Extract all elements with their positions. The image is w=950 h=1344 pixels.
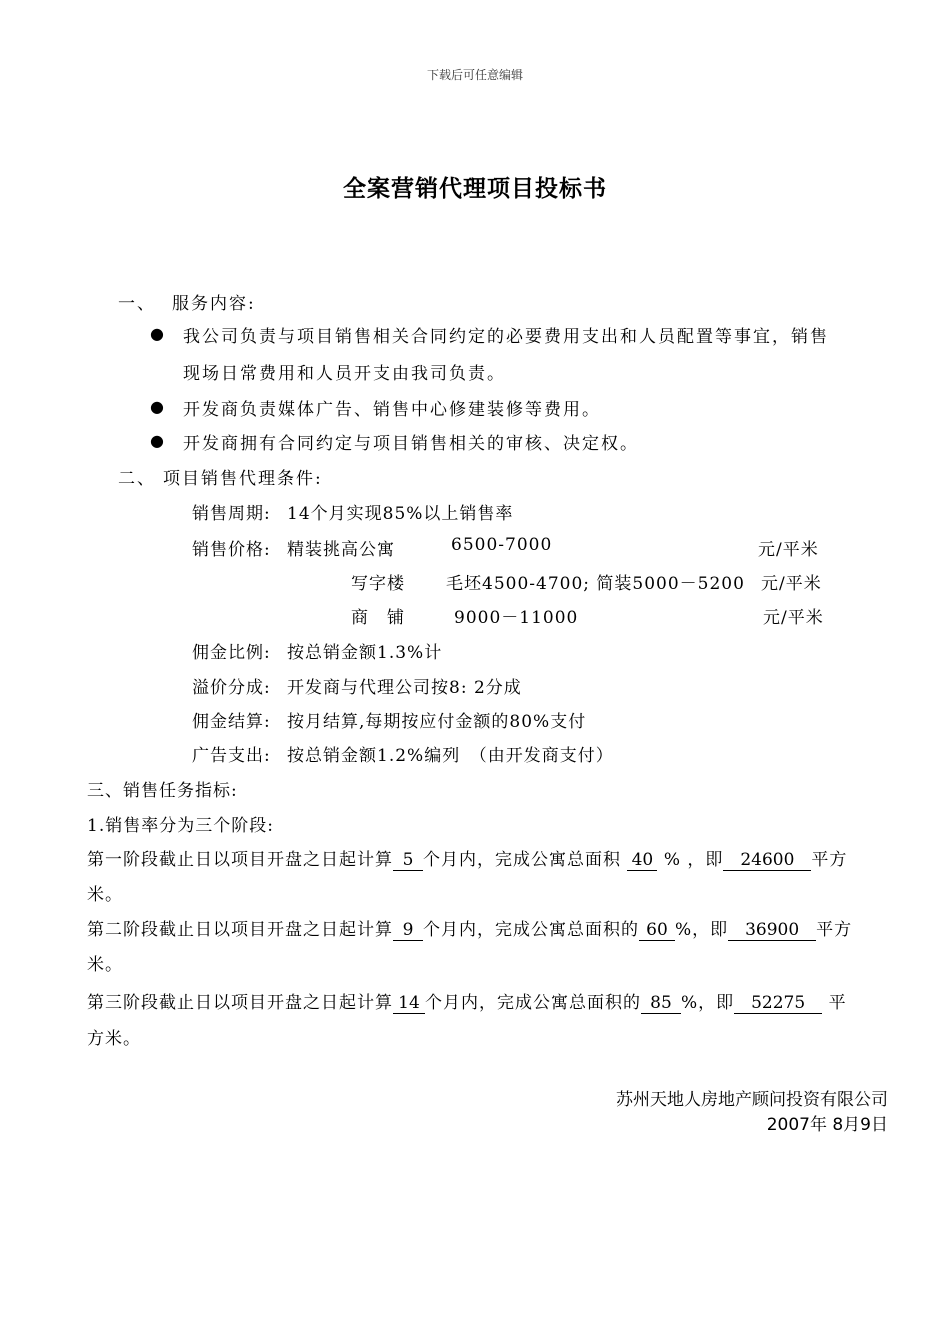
section2-number: 二、 bbox=[118, 469, 156, 489]
section3-heading: 三、销售任务指标: bbox=[87, 781, 238, 801]
bullet-icon: ● bbox=[150, 431, 164, 450]
stage2-line bbox=[87, 915, 852, 941]
price-type-apartment: 精装挑高公寓 bbox=[287, 540, 395, 560]
premium-label: 溢价分成: bbox=[192, 678, 271, 698]
stage-pct-suffix: %，即 bbox=[675, 920, 729, 940]
price-unit-office: 元/平米 bbox=[761, 574, 822, 594]
document-title: 全案营销代理项目投标书 bbox=[343, 176, 607, 202]
stage-prefix: 第三阶段截止日以项目开盘之日起计算 bbox=[87, 993, 393, 1013]
section1-number: 一、 bbox=[118, 294, 156, 314]
stage3-line bbox=[87, 988, 847, 1014]
section1-bullet3: 开发商拥有合同约定与项目销售相关的审核、决定权。 bbox=[183, 434, 639, 454]
stage-months: 9 bbox=[393, 921, 423, 941]
settlement-label: 佣金结算: bbox=[192, 712, 271, 732]
bullet-icon: ● bbox=[150, 397, 164, 416]
ad-label: 广告支出: bbox=[192, 746, 271, 766]
stage-prefix: 第一阶段截止日以项目开盘之日起计算 bbox=[87, 850, 393, 870]
period-value: 14个月实现85%以上销售率 bbox=[287, 504, 514, 524]
stage-pct-suffix: % ，即 bbox=[663, 850, 724, 870]
stage-area: 36900 bbox=[728, 921, 816, 941]
section1-heading: 服务内容: bbox=[172, 294, 256, 314]
stage-prefix: 第二阶段截止日以项目开盘之日起计算 bbox=[87, 920, 393, 940]
stage-tail: 平方 bbox=[816, 920, 853, 940]
stage3-line2: 方米。 bbox=[87, 1029, 141, 1049]
stage-mid: 个月内，完成公寓总面积的 bbox=[425, 993, 641, 1013]
stage-pct: 60 bbox=[639, 921, 675, 941]
price-unit-shop: 元/平米 bbox=[763, 608, 824, 628]
settlement-value: 按月结算,每期按应付金额的80%支付 bbox=[287, 712, 587, 732]
price-unit-apartment: 元/平米 bbox=[758, 540, 819, 560]
price-range-office: 毛坯4500-4700; 简装5000－5200 bbox=[446, 574, 745, 594]
commission-label: 佣金比例: bbox=[192, 643, 271, 663]
header-note: 下载后可任意编辑 bbox=[426, 68, 523, 82]
signature-date: 2007年 8月9日 bbox=[766, 1115, 888, 1135]
stage-area: 24600 bbox=[723, 851, 811, 871]
stage-mid: 个月内，完成公寓总面积 bbox=[423, 850, 621, 870]
price-label: 销售价格: bbox=[192, 540, 271, 560]
stage1-line2: 米。 bbox=[87, 885, 123, 905]
signature-company: 苏州天地人房地产顾问投资有限公司 bbox=[616, 1090, 888, 1110]
stage2-line2: 米。 bbox=[87, 955, 123, 975]
section3-sub: 1.销售率分为三个阶段: bbox=[87, 816, 274, 836]
stage-tail: 平 bbox=[828, 993, 847, 1013]
price-range-shop: 9000－11000 bbox=[454, 608, 579, 628]
section1-bullet2: 开发商负责媒体广告、销售中心修建装修等费用。 bbox=[183, 400, 601, 420]
price-range-apartment: 6500-7000 bbox=[451, 535, 553, 555]
stage-mid: 个月内，完成公寓总面积的 bbox=[423, 920, 639, 940]
commission-value: 按总销金额1.3%计 bbox=[287, 643, 443, 663]
stage-months: 14 bbox=[393, 994, 425, 1014]
stage-area: 52275 bbox=[734, 994, 822, 1014]
stage-tail: 平方 bbox=[811, 850, 848, 870]
section1-bullet1-line2: 现场日常费用和人员开支由我司负责。 bbox=[183, 364, 506, 384]
stage-pct: 85 bbox=[641, 994, 681, 1014]
stage-pct: 40 bbox=[627, 851, 657, 871]
price-type-shop: 商 铺 bbox=[351, 608, 405, 628]
premium-value: 开发商与代理公司按8: 2分成 bbox=[287, 678, 522, 698]
section1-bullet1-line1: 我公司负责与项目销售相关合同约定的必要费用支出和人员配置等事宜，销售 bbox=[183, 327, 829, 347]
stage-pct-suffix: %，即 bbox=[681, 993, 735, 1013]
section2-heading: 项目销售代理条件: bbox=[163, 469, 323, 489]
bullet-icon: ● bbox=[150, 324, 164, 343]
stage-months: 5 bbox=[393, 851, 423, 871]
period-label: 销售周期: bbox=[192, 504, 271, 524]
stage1-line bbox=[87, 845, 847, 871]
ad-value: 按总销金额1.2%编列 （由开发商支付） bbox=[287, 746, 614, 766]
price-type-office: 写字楼 bbox=[351, 574, 405, 594]
